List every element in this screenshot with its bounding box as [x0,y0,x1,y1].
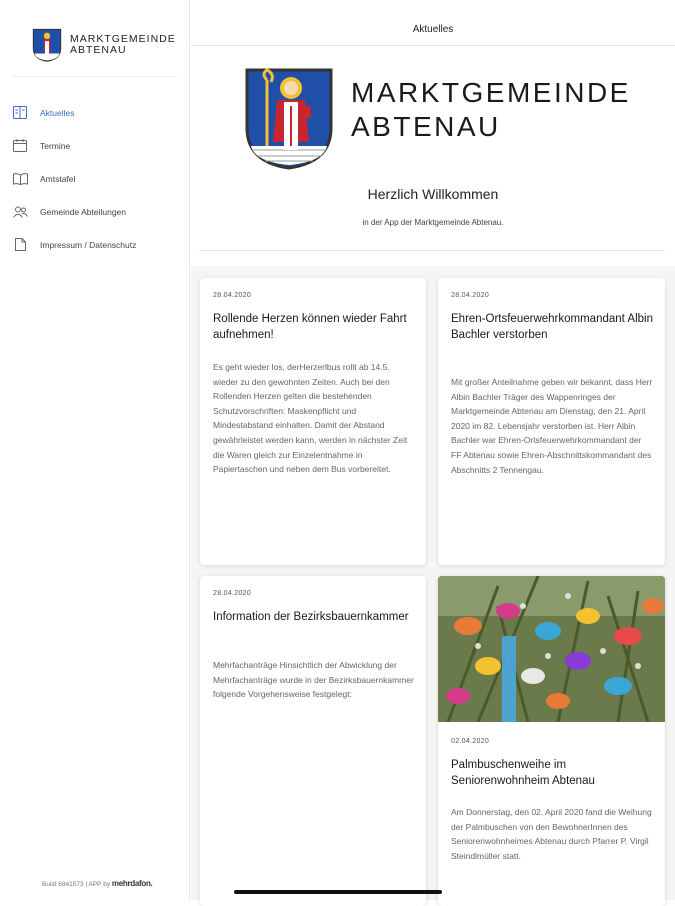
sidebar-item-label: Gemeinde Abteilungen [40,207,126,217]
header-divider [199,250,665,251]
build-brand[interactable]: mehrdafon. [112,879,153,888]
crest-logo-icon [32,28,62,62]
news-photo [438,576,665,722]
municipality-name-line1: MARKTGEMEINDE [351,76,631,110]
municipality-name-line2: ABTENAU [351,110,631,144]
sidebar-brand-line2: ABTENAU [70,45,176,56]
top-navigation-bar [191,0,675,46]
sidebar-item-label: Amtstafel [40,174,75,184]
sidebar-item-label: Termine [40,141,70,151]
news-icon [12,105,28,121]
news-date: 28.04.2020 [213,292,251,299]
news-card[interactable] [200,576,426,906]
news-date: 02.04.2020 [451,738,489,745]
sidebar-item-gemeinde-abteilungen[interactable] [0,195,190,228]
news-title: Ehren-Ortsfeuerwehrkommandant Albin Bachler verstorben [451,311,653,343]
sidebar [0,0,190,900]
main-content [191,0,675,900]
page-title: Aktuelles [191,24,675,35]
welcome-header [191,46,675,266]
sidebar-item-label: Aktuelles [40,108,75,118]
news-card[interactable] [438,278,665,565]
news-card[interactable] [438,576,665,906]
news-card[interactable] [200,278,426,565]
sidebar-item-termine[interactable] [0,129,190,162]
sidebar-brand[interactable] [32,28,176,62]
build-text: Build 6841573 | APP by [42,881,110,888]
welcome-heading: Herzlich Willkommen [191,186,675,202]
build-info [42,879,152,888]
news-title: Palmbuschenweihe im Seniorenwohnheim Abtenau [451,757,653,789]
news-excerpt: Mit großer Anteilnahme geben wir bekannt, dass Herr Albin Bachler Träger des Wappenringes der Marktgemeinde Abtenau am Dienstag, den 21. April 2020 im 82. Lebensjahr verstorben ist. Herr Albin Bachler war Ehren-Ortsfeuerwehrkommandant der FF Abtenau sowie Ehren-Abschnittskommandant des Abschnitts 2 Tennengau. [451,375,653,477]
sidebar-item-label: Impressum / Datenschutz [40,240,136,250]
welcome-subtitle: in der App der Marktgemeinde Abtenau. [191,218,675,227]
sidebar-item-aktuelles[interactable] [0,96,190,129]
book-icon [12,171,28,187]
document-icon [12,237,28,253]
crest-logo-icon [243,66,335,170]
sidebar-item-impressum[interactable] [0,228,190,261]
sidebar-divider [12,76,177,77]
sidebar-brand-line1: MARKTGEMEINDE [70,34,176,45]
municipality-name [351,76,631,144]
sidebar-nav [0,96,190,261]
sidebar-brand-name [70,34,176,56]
sidebar-item-amtstafel[interactable] [0,162,190,195]
news-title: Information der Bezirksbauernkammer [213,609,414,625]
news-excerpt: Mehrfachanträge Hinsichtlich der Abwicklung der Mehrfachanträge wurde in der Bezirksbauernkammer folgende Vorgehensweise festgelegt: [213,658,414,702]
home-indicator[interactable] [234,890,442,894]
news-excerpt: Am Donnerstag, den 02. April 2020 fand die Weihung der Palmbuschen von den BewohnerInnen des Seniorenwohnheimes Abtenau durch Pfarrer P. Virgil Steindlmüller statt. [451,805,653,863]
news-excerpt: Es geht wieder los, derHerzerlbus rollt ab 14.5. wieder zu den gewohnten Zeiten. Auch bei den Rollenden Herzen gelten die bestehenden Schutzvorschriften: Maskenpflicht und Mindestabstand einhalten. Damit der Abstand gewährleistet werden kann, werden in nächster Zeit die Waren gleich zur Einzelentnahme in Papiertaschen und neben dem Bus vorbereitet. [213,360,414,477]
news-date: 28.04.2020 [451,292,489,299]
calendar-icon [12,138,28,154]
people-icon [12,204,28,220]
news-date: 28.04.2020 [213,590,251,597]
news-title: Rollende Herzen können wieder Fahrt aufnehmen! [213,311,414,343]
